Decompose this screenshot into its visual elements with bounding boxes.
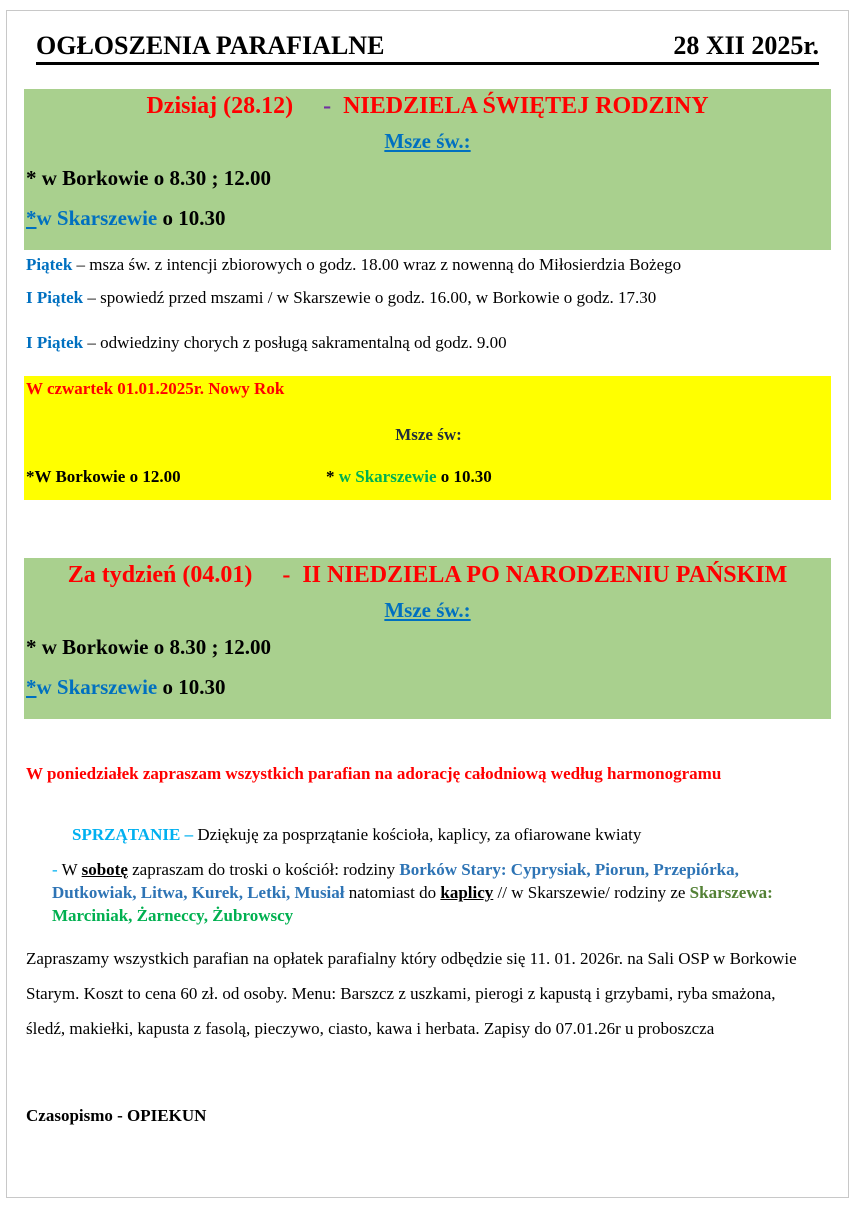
new-year-title: W czwartek 01.01.2025r. Nowy Rok (26, 379, 285, 398)
next-week-dash: - (282, 562, 291, 588)
time: o 10.30 (157, 675, 226, 699)
today-section (24, 89, 831, 250)
today-label: Dzisiaj (28.12) (146, 93, 294, 119)
page-title: OGŁOSZENIA PARAFIALNE (36, 31, 385, 60)
new-year-masses-heading: Msze św: (395, 425, 462, 444)
time: o 10.30 (157, 206, 226, 230)
notice-text: – msza św. z intencji zbiorowych o godz. 18.00 wraz z nowenną do Miłosierdzia Bożego (72, 255, 682, 274)
star: * (26, 206, 37, 230)
notice-first-friday-visits (26, 332, 507, 354)
next-week-feast: II NIEDZIELA PO NARODZENIU PAŃSKIM (302, 562, 788, 588)
star: * (326, 467, 339, 486)
today-masses-heading: Msze św.: (384, 129, 471, 153)
notice-label: I Piątek (26, 333, 84, 352)
families-skarszewo: Marciniak, Żarneccy, Żubrowscy (52, 906, 294, 925)
next-week-section (24, 558, 831, 719)
page-date: 28 XII 2025r. (673, 31, 819, 60)
notice-label: Piątek (26, 255, 73, 274)
adoration-notice: W poniedziałek zapraszam wszystkich parafian na adorację całodniową według harmonogramu (26, 764, 722, 783)
place: w Skarszewie (338, 467, 437, 486)
star: * (26, 675, 37, 699)
place: w Skarszewie (36, 206, 158, 230)
cleaning-notice (72, 824, 641, 846)
today-feast: NIEDZIELA ŚWIĘTEJ RODZINY (343, 93, 709, 119)
today-dash: - (323, 93, 332, 119)
new-year-section (24, 376, 831, 500)
notice-friday (26, 254, 681, 276)
notice-first-friday-confession (26, 287, 656, 309)
dash: - (52, 860, 58, 879)
oplatek-notice: Zapraszamy wszystkich parafian na opłatek parafialny który odbędzie się 11. 01. 2026r. na Sali OSP w Borkowie Starym. Koszt to cena 60 zł. od osoby. Menu: Barszcz z uszkami, pierogi z kapustą i grzybami, ryba smażona, śledź, makiełki, kapusta z fasolą, pieczywo, ciasto, kawa i herbata. Zapisy do 07.01.26r u proboszcza (26, 949, 797, 1038)
notice-text: – odwiedziny chorych z posługą sakramentalną od godz. 9.00 (83, 333, 507, 352)
text: natomiast do (344, 883, 441, 902)
saturday-word: sobotę (81, 860, 128, 879)
new-year-borkowo: *W Borkowie o 12.00 (26, 467, 181, 486)
next-week-masses-heading: Msze św.: (384, 598, 471, 622)
next-week-title (24, 558, 831, 590)
skarszewa-label: Skarszewa: (689, 883, 773, 902)
text: zapraszam do troski o kościół: rodziny (127, 860, 400, 879)
next-week-borkowo: * w Borkowie o 8.30 ; 12.00 (26, 635, 271, 659)
chapel-word: kaplicy (440, 883, 494, 902)
page-header (36, 32, 819, 65)
cleaning-label: SPRZĄTANIE – (72, 825, 194, 844)
families-borkow: Borków Stary: Cyprysiak, Piorun, Przepiórka, Dutkowiak, Litwa, Kurek, Letki, Musiał (52, 860, 739, 902)
next-week-skarszewo (24, 674, 831, 700)
text: // w Skarszewie/ rodziny ze (493, 883, 690, 902)
time: o 10.30 (436, 467, 492, 486)
new-year-skarszewo (326, 466, 492, 488)
notice-text: – spowiedź przed mszami / w Skarszewie o godz. 16.00, w Borkowie o godz. 17.30 (83, 288, 657, 307)
saturday-cleaning-notice (52, 858, 822, 927)
today-title (24, 89, 831, 121)
today-skarszewo (24, 205, 831, 231)
new-year-masses (24, 466, 831, 488)
today-borkowo: * w Borkowie o 8.30 ; 12.00 (26, 166, 271, 190)
next-week-label: Za tydzień (04.01) (67, 562, 253, 588)
text: W (57, 860, 82, 879)
magazine-notice: Czasopismo - OPIEKUN (26, 1106, 207, 1125)
cleaning-text: Dziękuję za posprzątanie kościoła, kaplicy, za ofiarowane kwiaty (193, 825, 642, 844)
place: w Skarszewie (36, 675, 158, 699)
notice-label: I Piątek (26, 288, 84, 307)
